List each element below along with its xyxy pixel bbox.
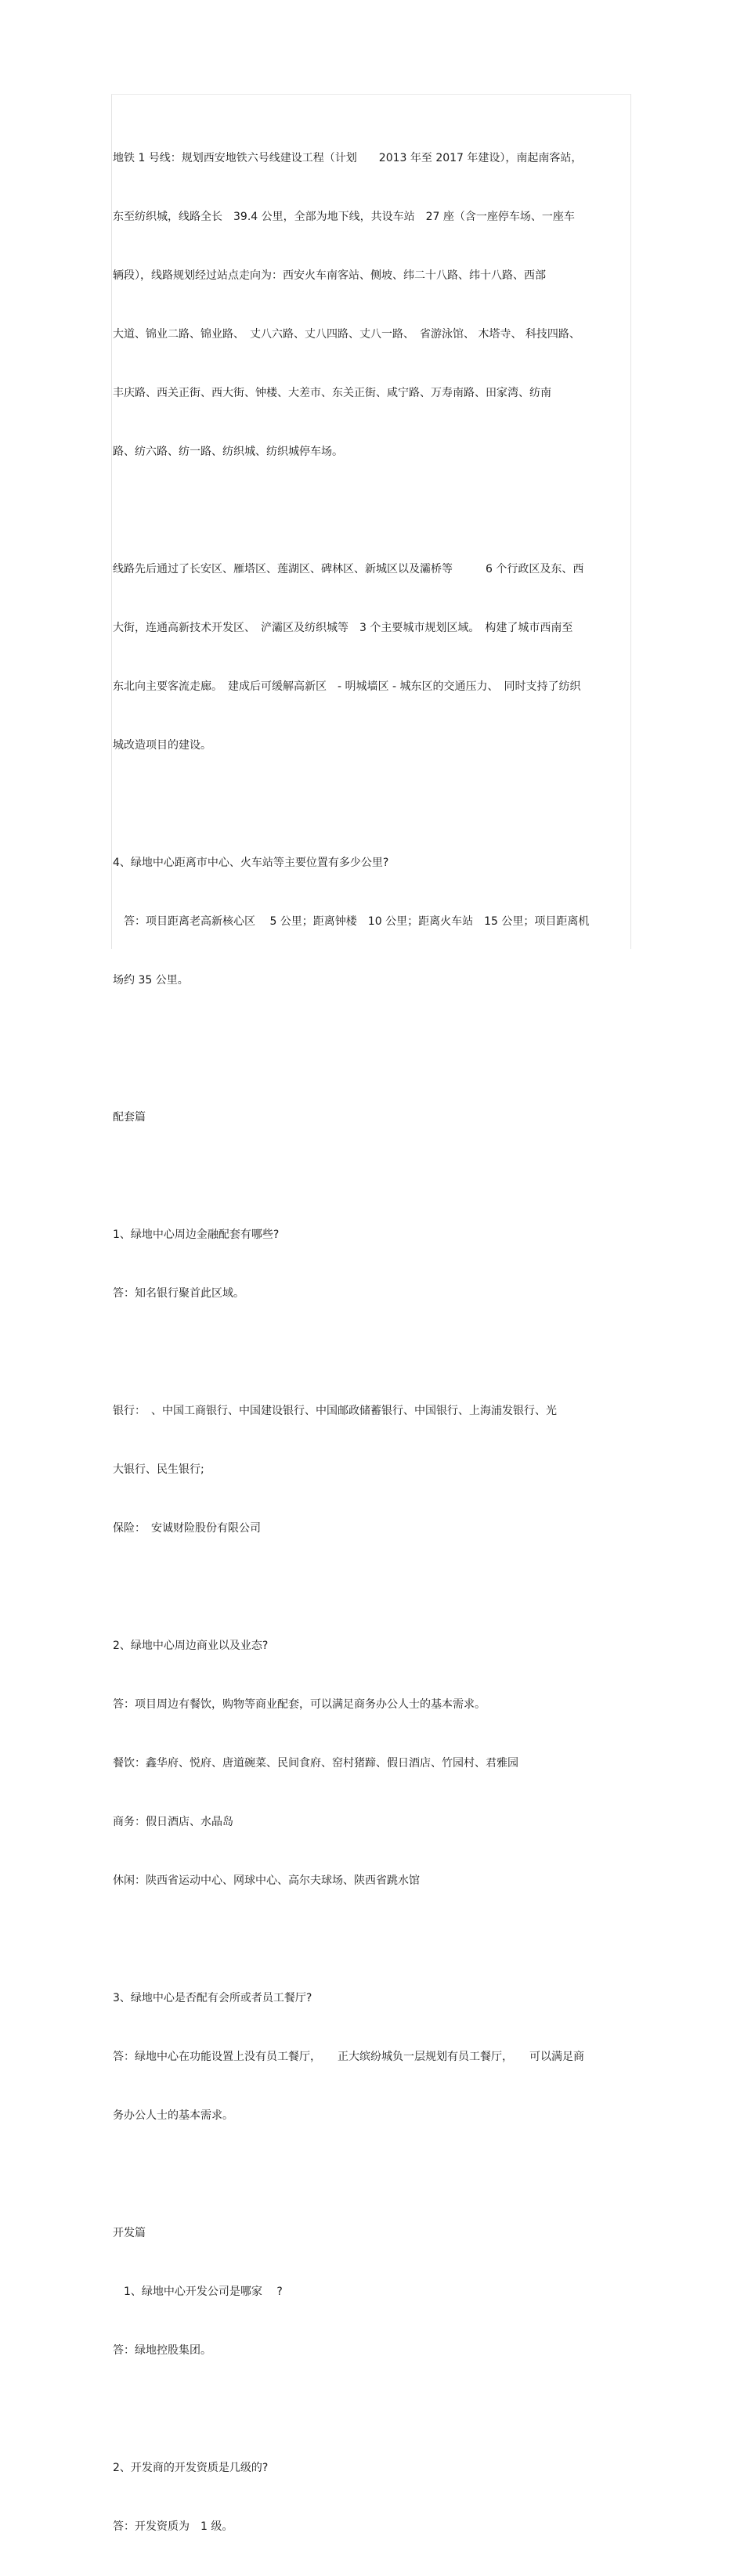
answer-line: 答：项目周边有餐饮，购物等商业配套，可以满足商务办公人士的基本需求。 bbox=[113, 1698, 486, 1711]
section-heading: 配套篇 bbox=[113, 1111, 146, 1124]
question: 2、开发商的开发资质是几级的? bbox=[113, 2462, 269, 2474]
answer-line: 答：知名银行聚首此区域。 bbox=[113, 1287, 244, 1300]
text-line: 丰庆路、西关正街、西大街、钟楼、大差市、东关正街、咸宁路、万寿南路、田家湾、纺南 bbox=[113, 387, 551, 399]
section-heading-peitao bbox=[113, 1069, 630, 1167]
question: 4、绿地中心距离市中心、火车站等主要位置有多少公里? bbox=[113, 857, 389, 869]
answer-line: 答：绿地中心在功能设置上没有员工餐厅， 正大缤纷城负一层规划有员工餐厅， 可以满足商 bbox=[113, 2051, 584, 2063]
text-line: 辆段），线路规划经过站点走向为：西安火车南客站、侧坡、纬二十八路、纬十八路、西部 bbox=[113, 269, 546, 282]
route-paragraph bbox=[113, 521, 630, 795]
answer-line: 务办公人士的基本需求。 bbox=[113, 2109, 233, 2122]
text-line: 大街，连通高新技术开发区、 浐灞区及纺织城等 3 个主要城市规划区域。 构建了城市西南至 bbox=[113, 622, 573, 634]
developer-section bbox=[113, 2185, 630, 2400]
answer-line: 答：项目距离老高新核心区 5 公里；距离钟楼 10 公里；距离火车站 15 公里；项目距离机 bbox=[113, 915, 590, 928]
question: 2、绿地中心周边商业以及业态? bbox=[113, 1640, 269, 1652]
bank-line: 银行： 、中国工商银行、中国建设银行、中国邮政储蓄银行、中国银行、上海浦发银行、光 bbox=[113, 1405, 557, 1417]
section-heading: 开发篇 bbox=[113, 2227, 146, 2239]
leisure-line: 休闲：陕西省运动中心、网球中心、高尔夫球场、陕西省跳水馆 bbox=[113, 1874, 420, 1887]
qualification-qa bbox=[113, 2419, 630, 2576]
text-line: 路、纺六路、纺一路、纺织城、纺织城停车场。 bbox=[113, 446, 343, 458]
question: 1、绿地中心开发公司是哪家 ? bbox=[113, 2286, 283, 2298]
question: 1、绿地中心周边金融配套有哪些? bbox=[113, 1228, 280, 1241]
document-body bbox=[113, 110, 630, 2576]
finance-detail bbox=[113, 1362, 630, 1578]
text-line: 地铁 1 号线：规划西安地铁六号线建设工程（计划 2013 年至 2017 年建设），南起南客站， bbox=[113, 152, 583, 164]
insurance-line: 保险： 安诚财险股份有限公司 bbox=[113, 1522, 261, 1535]
bank-line: 大银行、民生银行; bbox=[113, 1463, 204, 1476]
text-line: 线路先后通过了长安区、雁塔区、莲湖区、碑林区、新城区以及灞桥等 6 个行政区及东、西 bbox=[113, 563, 584, 575]
text-line: 城改造项目的建设。 bbox=[113, 739, 211, 752]
finance-qa bbox=[113, 1186, 630, 1343]
text-line: 东北向主要客流走廊。 建成后可缓解高新区 - 明城墙区 - 城东区的交通压力、 同时支持了纺织 bbox=[113, 680, 581, 693]
business-line: 商务：假日酒店、水晶岛 bbox=[113, 1816, 233, 1828]
answer-line: 答：绿地控股集团。 bbox=[113, 2344, 211, 2357]
text-line: 大道、锦业二路、锦业路、 丈八六路、丈八四路、丈八一路、 省游泳馆、 木塔寺、 科技四路、 bbox=[113, 328, 580, 341]
metro-paragraph bbox=[113, 110, 630, 501]
question: 3、绿地中心是否配有会所或者员工餐厅? bbox=[113, 1992, 312, 2004]
dining-line: 餐饮：鑫华府、悦府、唐道碗菜、民间食府、窑村猪蹄、假日酒店、竹园村、君雅园 bbox=[113, 1757, 518, 1770]
distance-qa bbox=[113, 814, 630, 1030]
canteen-qa bbox=[113, 1950, 630, 2165]
commerce-qa bbox=[113, 1597, 630, 1930]
answer-line: 场约 35 公里。 bbox=[113, 974, 189, 987]
answer-line: 答：开发资质为 1 级。 bbox=[113, 2520, 233, 2533]
text-line: 东至纺织城，线路全长 39.4 公里，全部为地下线，共设车站 27 座（含一座停车场、一座车 bbox=[113, 211, 575, 223]
